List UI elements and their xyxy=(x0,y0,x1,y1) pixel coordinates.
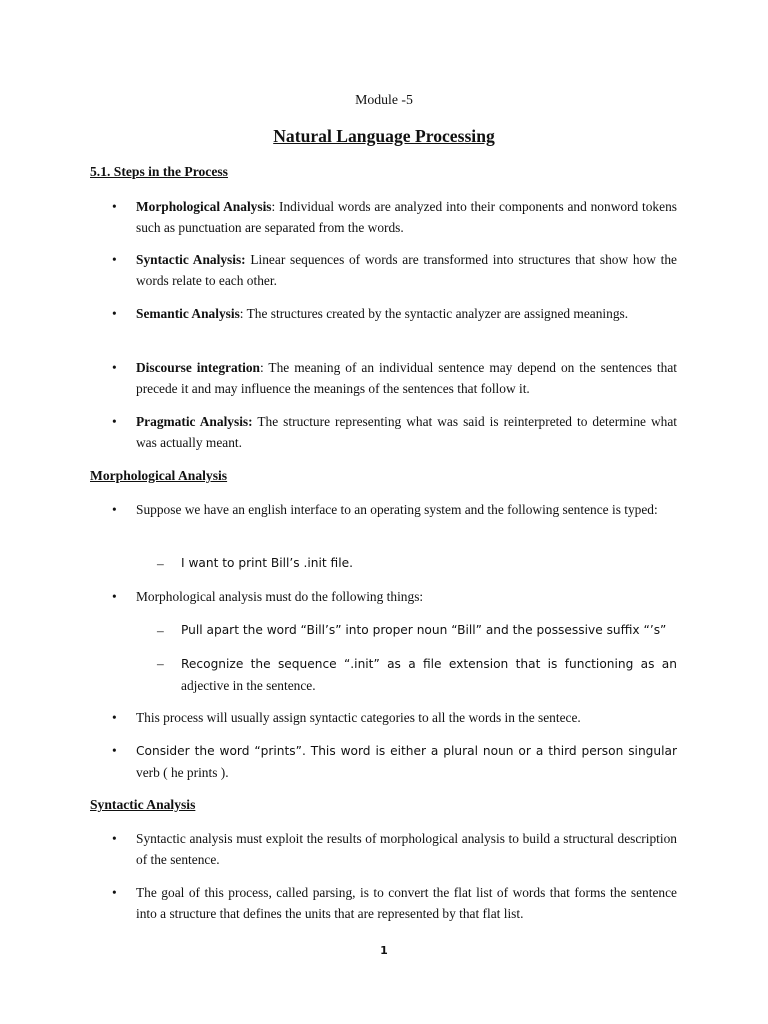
bullet-icon: • xyxy=(112,306,117,321)
section-heading-syntactic: Syntactic Analysis xyxy=(90,797,196,812)
sub-list-item xyxy=(157,553,677,574)
bullet-icon: • xyxy=(112,252,117,267)
sub-list-item xyxy=(157,653,677,696)
page-title: Natural Language Processing xyxy=(273,126,495,146)
dash-icon: – xyxy=(157,556,164,571)
term: Semantic Analysis xyxy=(136,306,240,321)
list-item xyxy=(112,499,677,520)
description: Recognize the sequence “.init” as a file extension that is functioning as an xyxy=(181,657,677,671)
bullet-icon: • xyxy=(112,360,117,375)
bullet-icon: • xyxy=(112,743,117,758)
bullet-icon: • xyxy=(112,710,117,725)
module-label: Module -5 xyxy=(355,92,413,107)
description: : The structures created by the syntactic analyzer are assigned meanings. xyxy=(239,306,629,321)
list-item xyxy=(112,586,677,607)
description: This process will usually assign syntactic categories to all the words in the sentece. xyxy=(136,710,581,725)
list-item xyxy=(112,411,677,453)
list-item xyxy=(112,303,677,324)
description: Suppose we have an english interface to an operating system and the following sentence is typed: xyxy=(136,502,658,517)
list-item xyxy=(112,196,677,238)
description: The goal of this process, called parsing, is to convert the flat list of words that forms the sentence into a structure that defines the units that are represented by that flat list. xyxy=(136,885,677,921)
list-item xyxy=(112,882,677,924)
description: : The meaning of an individual sentence may depend on the sentences that precede it and may influence the meanings of the sentences that follow it. xyxy=(136,360,677,396)
description: : Individual words are analyzed into their components and nonword tokens such as punctuation are separated from the words. xyxy=(136,199,677,235)
description-continued: adjective in the sentence. xyxy=(181,678,316,693)
list-item xyxy=(112,707,677,728)
bullet-icon: • xyxy=(112,199,117,214)
bullet-icon: • xyxy=(112,831,117,846)
description: The structure representing what was said is reinterpreted to determine what was actually meant. xyxy=(136,414,677,450)
list-item xyxy=(112,357,677,399)
dash-icon: – xyxy=(157,623,164,638)
term: Pragmatic Analysis: xyxy=(136,414,253,429)
description: Consider the word “prints”. This word is either a plural noun or a third person singular xyxy=(136,744,677,758)
description: Linear sequences of words are transformed into structures that show how the words relate to each other. xyxy=(136,252,677,288)
list-item xyxy=(112,828,677,870)
list-item xyxy=(112,740,677,783)
bullet-icon: • xyxy=(112,885,117,900)
description: Pull apart the word “Bill’s” into proper noun “Bill” and the possessive suffix “’s” xyxy=(181,623,667,637)
section-heading-steps: 5.1. Steps in the Process xyxy=(90,164,228,179)
term: Discourse integration xyxy=(136,360,260,375)
bullet-icon: • xyxy=(112,414,117,429)
description-continued: verb ( he prints ). xyxy=(136,765,229,780)
term: Morphological Analysis xyxy=(136,199,272,214)
description: Morphological analysis must do the following things: xyxy=(136,589,424,604)
dash-icon: – xyxy=(157,656,164,671)
bullet-icon: • xyxy=(112,589,117,604)
term: Syntactic Analysis: xyxy=(136,252,246,267)
page-number: 1 xyxy=(380,944,388,957)
section-heading-morphological: Morphological Analysis xyxy=(90,468,228,483)
list-item xyxy=(112,249,677,291)
bullet-icon: • xyxy=(112,502,117,517)
description: Syntactic analysis must exploit the results of morphological analysis to build a structural description of the sentence. xyxy=(136,831,677,867)
description: I want to print Bill’s .init file. xyxy=(181,556,353,570)
sub-list-item xyxy=(157,620,677,641)
